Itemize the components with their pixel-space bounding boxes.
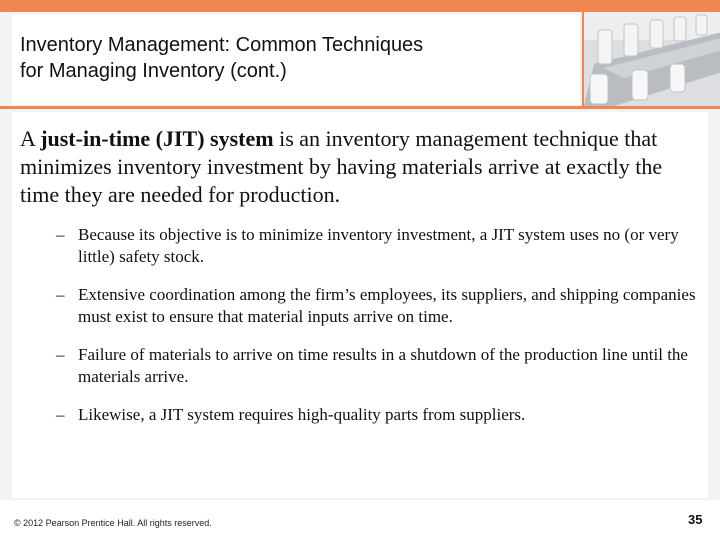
bullet-text: Failure of materials to arrive on time results in a shutdown of the production line until the materials arrive.: [78, 345, 688, 386]
bullet-item: [56, 284, 706, 328]
intro-paragraph: [20, 125, 690, 209]
bullet-text: Extensive coordination among the firm’s employees, its suppliers, and shipping companies must exist to ensure that material inputs arrive on time.: [78, 285, 696, 326]
bullet-dash: –: [56, 225, 65, 244]
slide-title: Inventory Management: Common Techniques for Managing Inventory (cont.): [20, 34, 424, 82]
bullet-item: [56, 344, 706, 388]
slide-number: 35: [688, 512, 703, 527]
jit-term: just-in-time (JIT) system: [40, 126, 274, 151]
bullet-text: Likewise, a JIT system requires high-quality parts from suppliers.: [78, 405, 526, 424]
bullet-item: [56, 404, 706, 426]
bullet-text: Because its objective is to minimize inventory investment, a JIT system uses no (or very little) safety stock.: [78, 225, 679, 266]
intro-suffix: is an inventory management technique that minimizes inventory investment by having materials arrive at exactly the time they are needed for production.: [20, 126, 663, 207]
intro-prefix: A: [20, 126, 41, 151]
bullet-dash: –: [56, 405, 65, 424]
bullet-dash: –: [56, 285, 65, 304]
bullet-dash: –: [56, 345, 65, 364]
meeting-room-photo: [582, 12, 720, 106]
accent-strip: [0, 0, 720, 12]
copyright-notice: © 2012 Pearson Prentice Hall. All rights reserved.: [14, 518, 212, 528]
bullet-item: [56, 224, 706, 268]
title-divider: [0, 106, 720, 109]
